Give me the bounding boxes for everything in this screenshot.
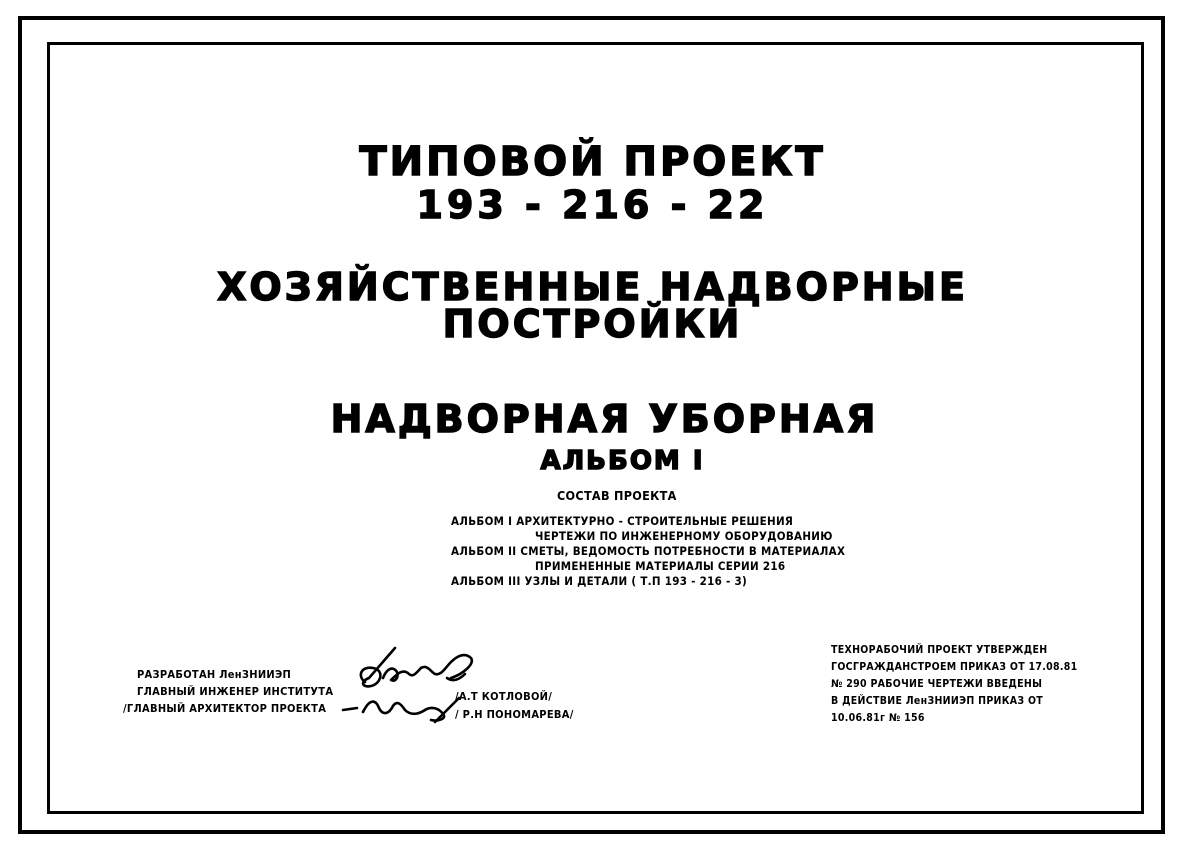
subject-line-2: ПОСТРОЙКИ	[442, 302, 743, 346]
approval-block	[831, 644, 1078, 729]
approval-line: 10.06.81г № 156	[831, 712, 925, 724]
developer-line: ГЛАВНЫЙ ИНЖЕНЕР ИНСТИТУТА	[137, 685, 334, 698]
approval-line: ГОСГРАЖДАНСТРОЕМ ПРИКАЗ ОТ 17.08.81	[831, 661, 1078, 673]
signer-name: /А.Т КОТЛОВОЙ/	[455, 690, 553, 703]
composition-line: АЛЬБОМ III УЗЛЫ И ДЕТАЛИ ( Т.П 193 - 216 - 3)	[451, 574, 748, 588]
composition-line: ПРИМЕНЕННЫЕ МАТЕРИАЛЫ СЕРИИ 216	[535, 559, 786, 573]
developer-line: РАЗРАБОТАН ЛенЗНИИЭП	[137, 668, 292, 681]
composition-line: ЧЕРТЕЖИ ПО ИНЖЕНЕРНОМУ ОБОРУДОВАНИЮ	[535, 529, 833, 543]
album-label: АЛЬБОМ I	[540, 446, 705, 476]
subject-line-1: ХОЗЯЙСТВЕННЫЕ НАДВОРНЫЕ	[217, 265, 968, 309]
title-line-1: ТИПОВОЙ ПРОЕКТ	[359, 139, 826, 185]
composition-line: АЛЬБОМ II СМЕТЫ, ВЕДОМОСТЬ ПОТРЕБНОСТИ В МАТЕРИАЛАХ	[451, 544, 846, 558]
composition-line: АЛЬБОМ I АРХИТЕКТУРНО - СТРОИТЕЛЬНЫЕ РЕШЕНИЯ	[451, 514, 794, 528]
project-number: 193 - 216 - 22	[416, 183, 769, 227]
signer-names	[455, 690, 574, 726]
developer-line: /ГЛАВНЫЙ АРХИТЕКТОР ПРОЕКТА	[123, 702, 327, 715]
composition-title: СОСТАВ ПРОЕКТА	[557, 488, 677, 503]
approval-line: № 290 РАБОЧИЕ ЧЕРТЕЖИ ВВЕДЕНЫ	[831, 678, 1043, 690]
signer-name: / Р.Н ПОНОМАРЕВА/	[455, 708, 574, 721]
developer-block	[123, 668, 334, 719]
composition-list	[451, 514, 845, 589]
object-title: НАДВОРНАЯ УБОРНАЯ	[330, 397, 879, 441]
approval-line: В ДЕЙСТВИЕ ЛенЗНИИЭП ПРИКАЗ ОТ	[831, 695, 1044, 707]
approval-line: ТЕХНОРАБОЧИЙ ПРОЕКТ УТВЕРЖДЕН	[831, 644, 1048, 656]
